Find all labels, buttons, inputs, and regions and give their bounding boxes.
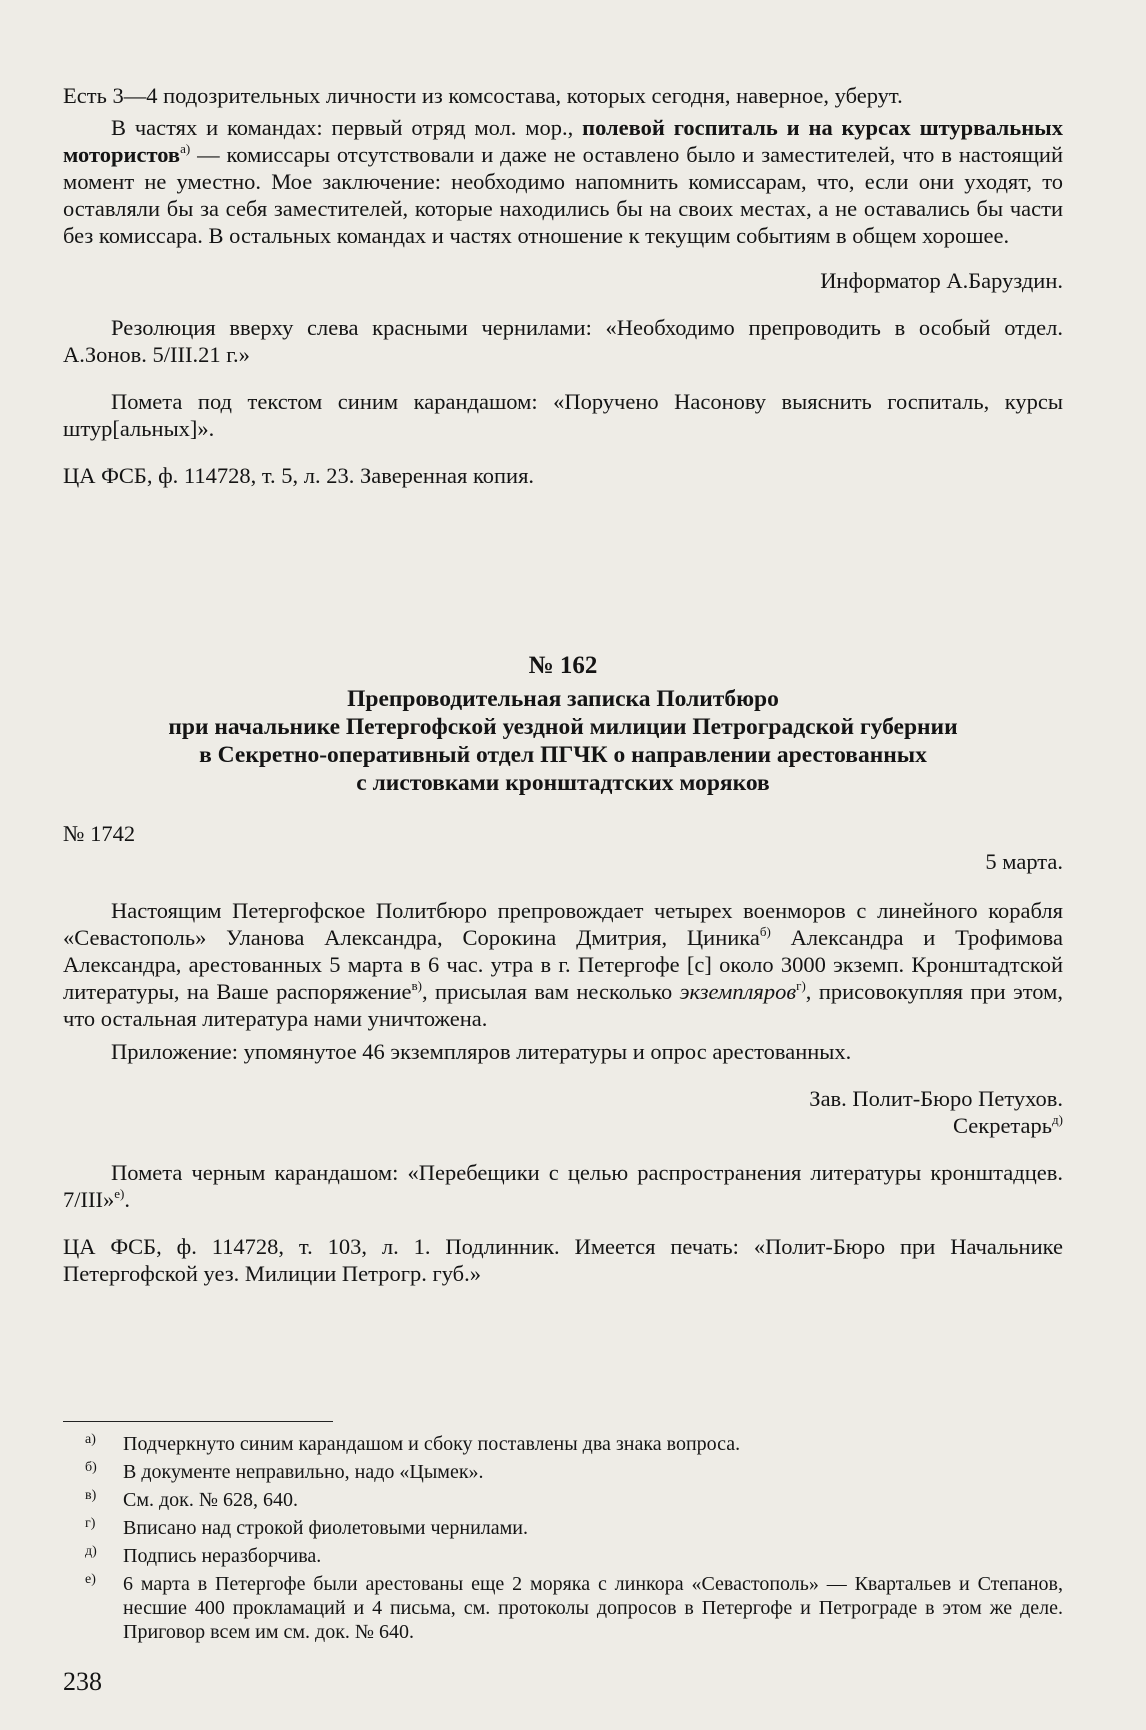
- page-number: 238: [63, 1667, 102, 1696]
- source-reference: ЦА ФСБ, ф. 114728, т. 103, л. 1. Подлинник. Имеется печать: «Полит-Бюро при Начальнике Петергофской уез. Милиции Петрогр. губ.»: [63, 1234, 1063, 1286]
- document-title-line: с листовками кронштадтских моряков: [356, 770, 770, 796]
- document-number: № 162: [528, 652, 598, 679]
- paragraph: В частях и командах: первый отряд мол. мор., полевой госпиталь и на курсах штурвальных мотористов$^{а)}$ — комиссары отсутствовали и даже не оставлено было и заместителей, что в настоящий момент не уместно. Мое заключение: необходимо напомнить комиссарам, что, если они уходят, то оставляли бы за себя заместителей, которые находились бы на своих местах, а не оставались бы части без комиссара. В остальных командах и частях отношение к текущим событиям в общем хорошее.: [63, 115, 1063, 248]
- footnote-ref: г): [796, 978, 806, 993]
- footnote-ref: д): [1052, 1112, 1063, 1127]
- footnote-ref: б): [759, 924, 771, 939]
- footnote-ref: е): [114, 1186, 125, 1201]
- signature: Зав. Полит-Бюро Петухов.: [809, 1086, 1063, 1111]
- source-reference: ЦА ФСБ, ф. 114728, т. 5, л. 23. Заверенная копия.: [63, 463, 535, 488]
- footnote-ref: а): [180, 141, 191, 156]
- footnote: б) В документе неправильно, надо «Цымек».: [85, 1460, 484, 1483]
- footnotes: [63, 1432, 1063, 1644]
- footnote: в) См. док. № 628, 640.: [85, 1488, 298, 1511]
- document-title-line: при начальнике Петергофской уездной милиции Петроградской губернии: [168, 714, 958, 740]
- paragraph: Есть 3—4 подозрительных личности из комсостава, которых сегодня, наверное, уберут.: [63, 83, 903, 108]
- signature: Информатор А.Баруздин.: [820, 268, 1063, 293]
- reference-number: № 1742: [63, 821, 136, 846]
- document-title-line: Препроводительная записка Политбюро: [347, 686, 779, 712]
- resolution: Резолюция вверху слева красными чернилами: «Необходимо препроводить в особый отдел. А.Зонов. 5/III.21 г.»: [63, 315, 1063, 367]
- paragraph: Настоящим Петергофское Политбюро препровождает четырех военморов с линейного корабля «Севастополь» Уланова Александра, Сорокина Дмитрия, Циника$^{б)}$ Александра и Трофимова Александра, арестованных 5 марта в 6 час. утра в г. Петергофе [с] около 3000 экземп. Кронштадтской литературы, на Ваше распоряжение$^{в)}$, присылая вам несколько экземпляров$^{г)}$, присовокупляя при этом, что остальная литература нами уничтожена.: [63, 898, 1063, 1031]
- document-162-body: [63, 820, 1063, 1287]
- footnote-ref: в): [411, 978, 422, 993]
- document-date: 5 марта.: [985, 849, 1063, 874]
- note: Помета черным карандашом: «Перебещики с целью распространения литературы кронштадцев. 7/III»$^{е)}$.: [63, 1160, 1063, 1212]
- previous-document: [63, 82, 1063, 489]
- footnote: а) Подчеркнуто синим карандашом и сбоку поставлены два знака вопроса.: [85, 1432, 741, 1455]
- signature: Секретарь$^{д)}$: [953, 1112, 1063, 1138]
- footnote: е) 6 марта в Петергофе были арестованы еще 2 моряка с линкора «Севастополь» — Квартальев и Степанов, несшие 400 прокламаций и 4 письма, см. протоколы допросов в Петергофе и Петрограде в этом же деле. Приговор всем им см. док. № 640.: [85, 1572, 1063, 1643]
- footnote: г) Вписано над строкой фиолетовыми чернилами.: [85, 1516, 528, 1539]
- note: Помета под текстом синим карандашом: «Поручено Насонову выяснить госпиталь, курсы штур[альных]».: [63, 389, 1063, 441]
- document-title-line: в Секретно-оперативный отдел ПГЧК о направлении арестованных: [199, 742, 927, 768]
- document-162-heading: [63, 652, 1063, 797]
- footnote: д) Подпись неразборчива.: [85, 1544, 322, 1567]
- footnote-divider: [63, 1421, 333, 1422]
- attachment: Приложение: упомянутое 46 экземпляров литературы и опрос арестованных.: [111, 1039, 852, 1064]
